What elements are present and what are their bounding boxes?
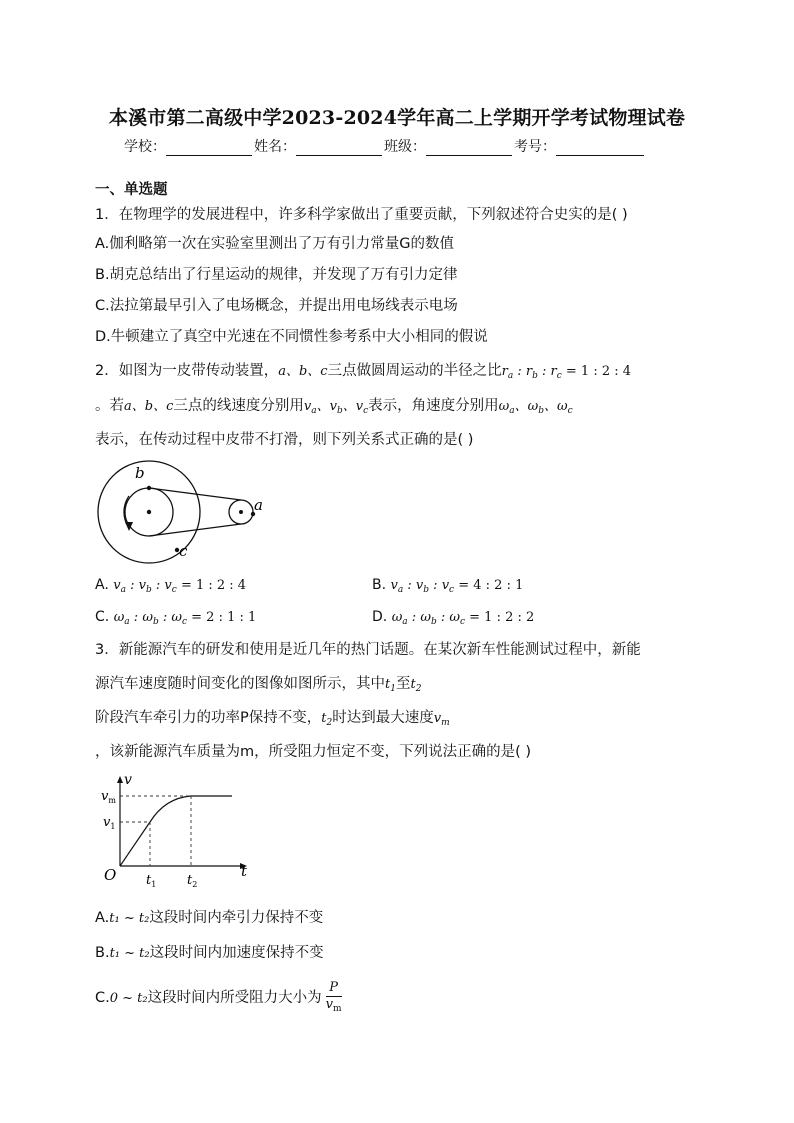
q3-option-b: B.t₁ ~ t₂这段时间内加速度保持不变 bbox=[95, 945, 324, 961]
small-wheel-axle bbox=[239, 510, 243, 514]
q2-point-vars: a、b、c bbox=[124, 399, 174, 414]
exam-number-blank[interactable] bbox=[556, 139, 644, 156]
q2-stem-line2 bbox=[95, 396, 573, 421]
class-blank[interactable] bbox=[426, 139, 512, 156]
q3-option-c: C.0 ~ t₂这段时间内所受阻力大小为 $\frac{P}{v_m}$ bbox=[95, 978, 342, 1019]
q2-stem-part: 表示，角速度分别用 bbox=[368, 398, 499, 414]
velocity-time-graph bbox=[95, 770, 260, 895]
belt-drive-figure bbox=[95, 460, 270, 570]
t1-label: $t_1$ bbox=[146, 873, 157, 889]
v1-label: $v_1$ bbox=[103, 815, 116, 831]
wheel-axle bbox=[147, 510, 151, 514]
q2-angular-speed-vars: $\omega_a$、$\omega_b$、$\omega_c$ bbox=[498, 399, 573, 416]
q3-option-a: A.t₁ ~ t₂这段时间内牵引力保持不变 bbox=[95, 910, 324, 926]
q2-option-d: D. $\omega_a$ : $\omega_b$ : $\omega_c = 1$ : 2 : 2 bbox=[372, 609, 535, 627]
name-label: 姓名： bbox=[254, 139, 296, 155]
t-axis-label: t bbox=[241, 862, 248, 880]
friction-fraction: $\frac{P}{v_m}$ bbox=[325, 979, 342, 1014]
q2-radius-ratio: $r_a$ : $r_b$ : $r_c = 1$ : 2 : 4 bbox=[501, 364, 632, 381]
q1-option-d: D.牛顿建立了真空中光速在不同惯性参考系中大小相同的假说 bbox=[95, 329, 488, 345]
label-a: a bbox=[254, 496, 263, 514]
v-axis-label: v bbox=[124, 772, 132, 788]
q1-option-c: C.法拉第最早引入了电场概念，并提出用电场线表示电场 bbox=[95, 298, 458, 314]
q1-stem: 1．在物理学的发展进程中，许多科学家做出了重要贡献，下列叙述符合史实的是( ) bbox=[95, 207, 628, 223]
school-blank[interactable] bbox=[166, 139, 252, 156]
q3-stem-line1: 3．新能源汽车的研发和使用是近几年的热门话题。在某次新车性能测试过程中，新能 bbox=[95, 642, 641, 658]
name-blank[interactable] bbox=[296, 139, 382, 156]
q2-stem-part: 2．如图为一皮带传动装置， bbox=[95, 363, 279, 379]
q2-option-a: A. $v_a$ : $v_b$ : $v_c = 1$ : 2 : 4 bbox=[95, 577, 247, 595]
q2-stem-line3: 表示，在传动过程中皮带不打滑，则下列关系式正确的是( ) bbox=[95, 432, 474, 448]
curve-segment bbox=[150, 796, 191, 822]
class-label: 班级： bbox=[384, 139, 426, 155]
v-axis-arrow bbox=[117, 776, 123, 783]
school-label: 学校： bbox=[124, 139, 166, 155]
label-c: c bbox=[179, 542, 188, 560]
q3-stem-line4: ，该新能源汽车质量为m，所受阻力恒定不变，下列说法正确的是( ) bbox=[95, 744, 532, 760]
q2-stem-line1 bbox=[95, 361, 631, 386]
q2-option-c: C. $\omega_a$ : $\omega_b$ : $\omega_c = 2$ : 1 : 1 bbox=[95, 609, 257, 627]
q2-stem-part: 三点做圆周运动的半径之比 bbox=[327, 363, 502, 379]
student-info-row bbox=[124, 136, 646, 156]
q2-stem-part: 三点的线速度分别用 bbox=[173, 398, 304, 414]
page-title: 本溪市第二高级中学2023-2024学年高二上学期开学考试物理试卷 bbox=[108, 107, 686, 129]
section-heading: 一、单选题 bbox=[95, 182, 168, 198]
q2-linear-speed-vars: $v_a$、$v_b$、$v_c$ bbox=[303, 399, 369, 416]
origin-label: O bbox=[104, 866, 117, 884]
vm-label: $v_m$ bbox=[101, 789, 116, 805]
exam-number-label: 考号： bbox=[514, 139, 556, 155]
q3-stem-line3: 阶段汽车牵引力的功率P保持不变，$t_2$时达到最大速度$v_m$ bbox=[95, 710, 450, 728]
point-b bbox=[147, 486, 151, 490]
t2-label: $t_2$ bbox=[187, 873, 198, 889]
linear-segment bbox=[120, 822, 150, 866]
q1-option-a: A.伽利略第一次在实验室里测出了万有引力常量G的数值 bbox=[95, 236, 455, 252]
q2-stem-part: 。若 bbox=[95, 398, 124, 414]
q2-point-vars: a、b、c bbox=[278, 364, 328, 379]
q1-option-b: B.胡克总结出了行星运动的规律，并发现了万有引力定律 bbox=[95, 267, 458, 283]
q3-stem-line2: 源汽车速度随时间变化的图像如图所示，其中$t_1$至$t_2$ bbox=[95, 676, 422, 694]
q2-option-b: B. $v_a$ : $v_b$ : $v_c = 4$ : 2 : 1 bbox=[372, 577, 524, 595]
label-b: b bbox=[135, 464, 145, 482]
